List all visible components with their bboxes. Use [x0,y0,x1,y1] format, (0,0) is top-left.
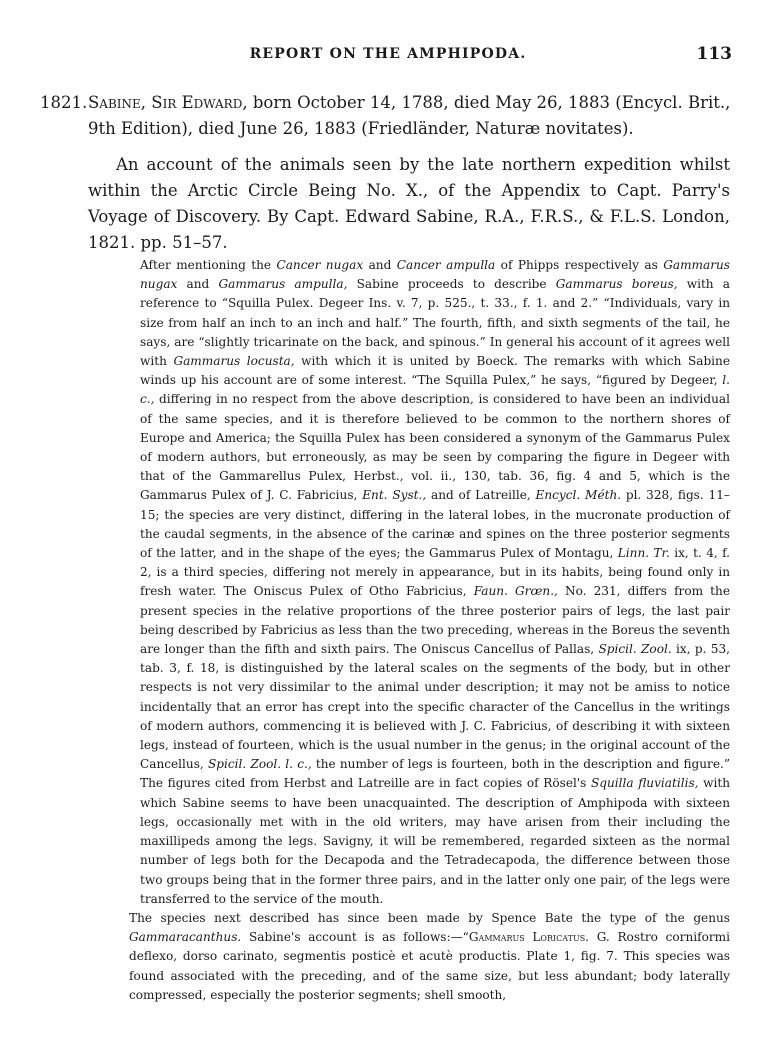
citation: Ent. Syst., [362,488,427,503]
entry-dates: born October 14, 1788, died May 26, 1883 (Encycl. Brit., 9th Edition), died June 26, 1883 (Friedländer, Naturæ novitates). [88,93,731,138]
text-run: and [177,277,219,292]
text-run: and of Latreille, [426,488,536,503]
text-run: differing in no respect from the above description, is considered to have been an individual of the same species, and it is therefore believed to be common to the northern shores of Europe and America; the Squilla Pulex has been considered a synonym of the Gammarus Pulex of modern authors, but erroneously, as may be seen by comparing the figure in Degeer with that of the Gammarellus Pulex, Herbst., vol. ii., 130, tab. 36, fig. 4 and 5, which is the Gammarus Pulex of J. C. Fabricius, [140,392,730,503]
text-run: of Phipps respectively as [495,258,664,272]
paragraph-1 [140,256,730,909]
text-run: the number of legs is fourteen, both in the description and figure.” The figures cited from Herbst and Latreille are in fact copies of Rösel's [140,757,731,791]
text-run: ix, t. 4, f. 2, is a third species, differing not merely in appearance, but in its habits, being found only in fresh water. The Oniscus Pulex of Otho Fabricius, [140,546,730,599]
text-run: Sabine proceeds to describe [347,277,556,292]
text-run: with which it is united by Boeck. The remarks with which Sabine winds up his account are of some interest. “The Squilla Pulex,” he says, “figured by Degeer, [140,354,730,388]
text-run: After mentioning the [140,258,277,272]
paragraph-2 [129,909,730,1005]
species-name: Squilla fluviatilis, [590,776,699,791]
entry-heading [88,90,740,142]
bibliography-entry [40,90,740,142]
species-heading: Gammarus Loricatus. [468,930,590,945]
citation: Spicil. Zool. [598,642,672,657]
citation: Linn. Tr. [617,546,670,561]
text-run: Sabine's account is as follows:—“ [241,930,469,945]
species-name: Gammarus ampulla, [218,277,348,292]
species-name: Gammarus nugax [140,258,730,292]
text-run: G. Rostro corniformi deflexo, dorso carinato, segmentis posticè et acutè productis. Plate 1, fig. 7. This species was found associated with the preceding, and of the same size, but less abundant; body laterally compressed, especially the posterior segments; shell smooth, [129,930,730,1002]
commentary [129,256,731,1005]
citation: Encycl. Méth. [535,488,622,503]
work-title: An account of the animals seen by the late northern expedition whilst within the Arctic Circle Being No. X., of the Appendix to Capt. Parry's Voyage of Discovery. By Capt. Edward Sabine, R.A., F.R.S., & F.L.S. London, 1821. pp. 51–57. [88,155,730,252]
text-run: The species next described has since been made by Spence Bate the type of the genus [129,910,730,925]
genus-name: Gammaracanthus. [129,930,242,945]
entry-year: 1821. [40,93,88,112]
text-run: with which Sabine seems to have been unacquainted. The description of Amphipoda with sixteen legs, occasionally met with in the old writers, may have arisen from their including the maxillipeds among the legs. Savigny, it will be remembered, regarded sixteen as the normal number of legs both for the Decapoda and the Tetradecapoda, the difference between those two groups being that in the former three pairs, and in the latter only one pair, of the legs were transferred to the service of the mouth. [140,776,730,906]
text-run: No. 231, differs from the present species in the relative proportions of the three posterior pairs of legs, the last pair being described by Fabricius as less than the two preceding, whereas in the Boreus the seventh are longer than the fifth and sixth pairs. The Oniscus Cancellus of Pallas, [140,584,730,657]
text-run: with a reference to “Squilla Pulex. Degeer Ins. v. 7, p. 525., t. 33., f. 1. and 2.” “Individuals, vary in size from half an inch to an inch and half.” The fourth, fifth, and sixth segments of the tail, he says, are “slightly tricarinate on the back, and spinous.” In general his account of it agrees well with [140,277,730,369]
citation: Spicil. Zool. l. c., [207,757,312,772]
species-name: Cancer nugax [276,258,364,272]
page-header [0,44,776,68]
species-name: Cancer ampulla [396,258,496,272]
species-name: Gammarus locusta, [173,354,295,369]
text-run: pl. 328, figs. 11–15; the species are very distinct, differing in the lateral lobes, in the mucronate production of the caudal segments, in the absence of the carinæ and spines on the three posterior segments of the latter, and in the shape of the eyes; the Gammarus Pulex of Montagu, [140,488,730,561]
text-run: and [363,258,397,272]
text-run: ix, p. 53, tab. 3, f. 18, is distinguished by the lateral scales on the segments of the body, but in other respects is not very dissimilar to the animal under description; it may not be amiss to notice incidentally that an error has crept into the specific character of the Cancellus in the writings of modern authors, commencing it is believed with J. C. Fabricius, of describing it with sixteen legs, instead of fourteen, which is the usual number in the genus; in the original account of the Cancellus, [140,642,730,772]
citation: Faun. Grœn., [473,584,558,599]
species-name: Gammarus boreus, [555,277,678,292]
entry-author: Sabine, Sir Edward, [88,93,248,112]
page-number: 113 [696,44,732,64]
citation: l. c., [140,373,730,407]
running-title: REPORT ON THE AMPHIPODA. [249,46,527,62]
